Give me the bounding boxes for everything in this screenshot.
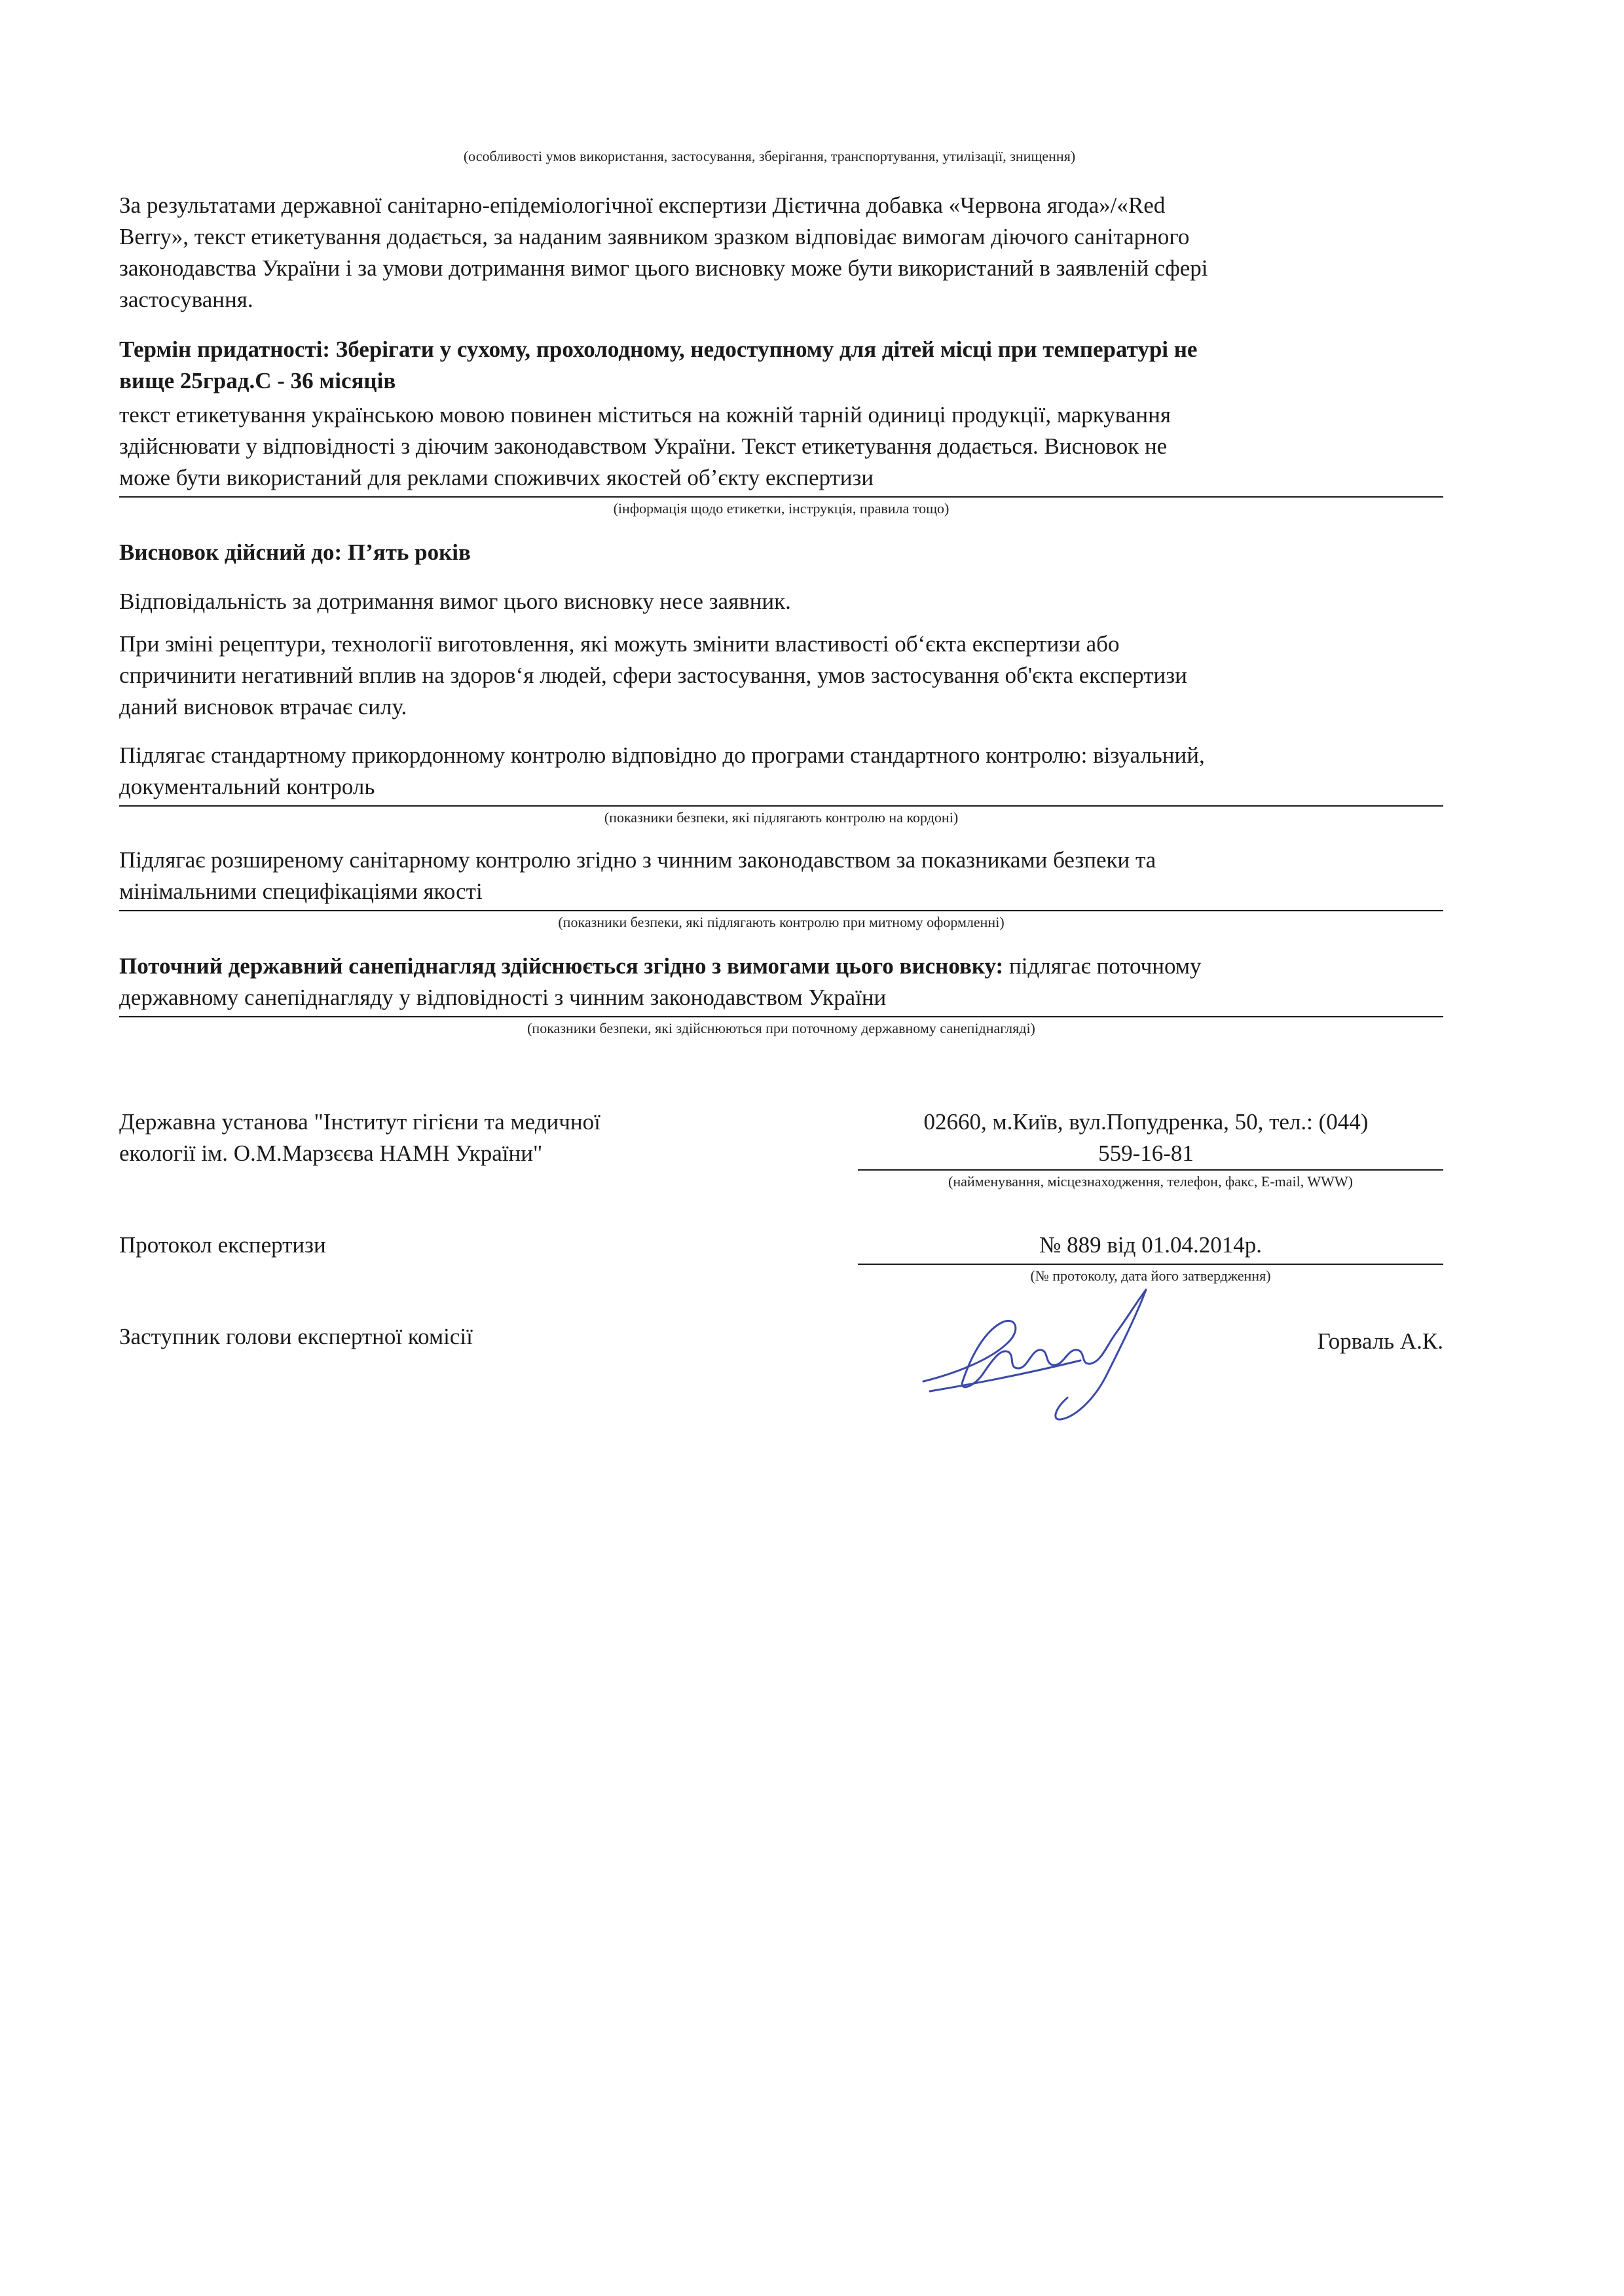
shelf-life-line: вище 25град.С - 36 місяців	[119, 368, 396, 393]
customs-control-line: Підлягає розширеному санітарному контролю згідно з чинним законодавством за показниками безпеки та	[119, 847, 1156, 873]
institution-underline	[858, 1169, 1443, 1171]
protocol-underline	[858, 1264, 1443, 1265]
label-info-line: здійснювати у відповідності з діючим законодавством України. Текст етикетування додається. Висновок не	[119, 433, 1168, 459]
supervision-rest: підлягає поточному	[1003, 953, 1202, 979]
responsibility: Відповідальність за дотримання вимог цього висновку несе заявник.	[119, 589, 791, 614]
conclusion-line: Berry», текст етикетування додається, за наданим заявником зразком відповідає вимогам діючого санітарного	[119, 224, 1190, 249]
border-control-underline	[119, 805, 1443, 807]
customs-control-caption: (показники безпеки, які підлягають контролю при митному оформленні)	[558, 914, 1005, 930]
conclusion-line: законодавства України і за умови дотримання вимог цього висновку може бути використаний в заявленій сфері	[119, 255, 1208, 281]
institution-caption: (найменування, місцезнаходження, телефон, факс, E-mail, WWW)	[948, 1173, 1353, 1190]
label-info	[119, 399, 1455, 494]
protocol-value: № 889 від 01.04.2014р.	[1039, 1232, 1262, 1258]
customs-control	[119, 845, 1455, 907]
conclusion-line: застосування.	[119, 287, 253, 312]
institution-address-line: 02660, м.Київ, вул.Попудренка, 50, тел.: (044)	[923, 1109, 1369, 1135]
conclusion-line: За результатами державної санітарно-епідеміологічної експертизи Дієтична добавка «Червона ягода»/«Red	[119, 192, 1166, 218]
change-conditions	[119, 629, 1455, 723]
validity: Висновок дійсний до: П’ять років	[119, 539, 471, 565]
protocol-caption: (№ протоколу, дата його затвердження)	[1030, 1267, 1271, 1284]
change-line: При зміні рецептури, технології виготовлення, які можуть змінити властивості об‘єкта експертизи або	[119, 631, 1120, 657]
institution-name-line: Державна установа "Інститут гігієни та медичної	[119, 1109, 600, 1135]
border-control-line: документальний контроль	[119, 774, 375, 799]
signature	[910, 1277, 1159, 1427]
supervision-line: державному санепіднагляду у відповідності з чинним законодавством України	[119, 985, 887, 1010]
institution-address-line: 559-16-81	[1098, 1140, 1194, 1166]
border-control	[119, 740, 1455, 803]
signatory-name: Горваль А.К.	[1317, 1328, 1443, 1354]
supervision-caption: (показники безпеки, які здійснюються при поточному державному санепіднагляді)	[527, 1020, 1035, 1036]
conclusion-paragraph	[119, 190, 1455, 316]
shelf-life-line: Термін придатності: Зберігати у сухому, прохолодному, недоступному для дітей місці при температурі не	[119, 337, 1198, 362]
change-line: спричинити негативний вплив на здоров‘я людей, сфери застосування, умов застосування об'єкта експертизи	[119, 663, 1187, 688]
label-info-line: може бути використаний для реклами споживчих якостей об’єкту експертизи	[119, 465, 874, 490]
supervision-line	[119, 951, 1468, 982]
supervision-underline	[119, 1016, 1443, 1017]
label-info-line: текст етикетування українською мовою повинен міститься на кожній тарній одиниці продукції, маркування	[119, 402, 1171, 428]
border-control-caption: (показники безпеки, які підлягають контролю на кордоні)	[604, 809, 959, 826]
supervision	[119, 951, 1468, 1013]
usage-caption: (особливості умов використання, застосування, зберігання, транспортування, утилізації, знищення)	[463, 148, 1076, 164]
institution-address	[851, 1106, 1441, 1169]
signatory-role: Заступник голови експертної комісії	[119, 1324, 473, 1349]
customs-control-underline	[119, 910, 1443, 911]
label-info-caption: (інформація щодо етикетки, інструкція, правила тощо)	[613, 500, 950, 517]
shelf-life	[119, 334, 1455, 397]
label-info-underline	[119, 496, 1443, 498]
border-control-line: Підлягає стандартному прикордонному контролю відповідно до програми стандартного контролю: візуальний,	[119, 742, 1205, 768]
protocol-label: Протокол експертизи	[119, 1232, 326, 1258]
institution-name-line: екології ім. О.М.Марзєєва НАМН України"	[119, 1140, 543, 1166]
supervision-bold: Поточний державний санепіднагляд здійснюється згідно з вимогами цього висновку:	[119, 953, 1004, 979]
institution-name	[119, 1106, 774, 1169]
customs-control-line: мінімальними специфікаціями якості	[119, 879, 483, 904]
change-line: даний висновок втрачає силу.	[119, 694, 407, 720]
